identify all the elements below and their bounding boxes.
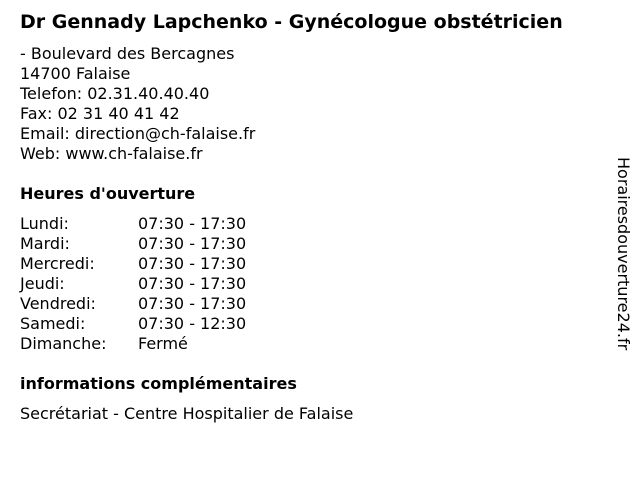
- hours-row-tuesday: [20, 234, 246, 254]
- day-label: Lundi:: [20, 214, 69, 233]
- time-range: Fermé: [138, 334, 188, 353]
- email-link[interactable]: Email: direction@ch-falaise.fr: [20, 124, 256, 143]
- hours-row-thursday: [20, 274, 246, 294]
- contact-block: [20, 44, 255, 164]
- additional-info-heading: informations complémentaires: [20, 374, 297, 393]
- hours-row-friday: [20, 294, 246, 314]
- opening-hours-heading: Heures d'ouverture: [20, 184, 196, 203]
- street-address: - Boulevard des Bercagnes: [20, 44, 235, 63]
- hours-row-saturday: [20, 314, 246, 334]
- time-range: 07:30 - 17:30: [138, 294, 247, 313]
- day-label: Jeudi:: [20, 274, 65, 293]
- time-range: 07:30 - 17:30: [138, 254, 247, 273]
- additional-info-text: Secrétariat - Centre Hospitalier de Falaise: [20, 404, 354, 423]
- time-range: 07:30 - 17:30: [138, 234, 247, 253]
- day-label: Samedi:: [20, 314, 86, 333]
- hours-row-wednesday: [20, 254, 246, 274]
- website-link[interactable]: Web: www.ch-falaise.fr: [20, 144, 203, 163]
- time-range: 07:30 - 17:30: [138, 214, 247, 233]
- day-label: Vendredi:: [20, 294, 96, 313]
- fax-number: Fax: 02 31 40 41 42: [20, 104, 180, 123]
- opening-hours-table: [20, 214, 246, 354]
- phone-number[interactable]: Telefon: 02.31.40.40.40: [20, 84, 210, 103]
- time-range: 07:30 - 17:30: [138, 274, 247, 293]
- site-watermark: [611, 136, 635, 372]
- time-range: 07:30 - 12:30: [138, 314, 247, 333]
- postal-city: 14700 Falaise: [20, 64, 131, 83]
- day-label: Mercredi:: [20, 254, 95, 273]
- hours-row-monday: [20, 214, 246, 234]
- hours-row-sunday: [20, 334, 246, 354]
- day-label: Dimanche:: [20, 334, 107, 353]
- page-title: Dr Gennady Lapchenko - Gynécologue obstétricien: [20, 11, 563, 33]
- watermark-text: Horairesdouverture24.fr: [614, 157, 633, 351]
- day-label: Mardi:: [20, 234, 70, 253]
